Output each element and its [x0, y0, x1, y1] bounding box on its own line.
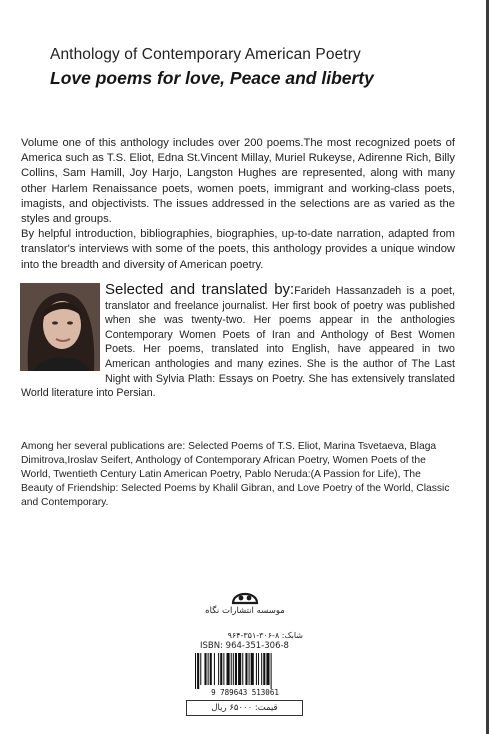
publications-text: Among her several publications are: Selected Poems of T.S. Eliot, Marina Tsvetaeva, Blaga Dimitrova,Iroslav Seifert, Anthology of Contemporary African Poetry, Women Poets of the World, Twentieth Century Latin American Poetry, Pablo Neruda:(A Passion for Life), The Beauty of Friendship: Selected Poems by Khalil Gibran, and Love Poetry of the World, Classic and Contemporary.	[21, 441, 450, 508]
barcode-bar	[270, 653, 271, 689]
bio-text: Farideh Hassanzadeh is a poet, translator and freelance journalist. Her first book of poetry was published when she was twenty-two. Her poems appear in the anthologies Contemporary Women Poets of Iran and Anthology of Best Women Poets. Her poems, translated into English, have appeared in two American anthologies and many ezines. She is the author of The Last Night with Sylvia Plath: Essays on Poetry. She has extensively translated World literature into Persian.	[21, 285, 455, 400]
barcode-bar	[226, 653, 229, 685]
bio-lead: Selected and translated by:	[105, 281, 295, 298]
barcode-bars	[189, 653, 301, 697]
book-title: Love poems for love, Peace and liberty	[50, 68, 374, 88]
barcode-bar	[200, 653, 201, 685]
barcode-bar	[245, 653, 247, 685]
barcode-bar	[195, 653, 196, 689]
publisher-logo	[205, 585, 285, 627]
intro-text	[21, 136, 455, 273]
barcode-bar	[238, 653, 241, 685]
book-subtitle: Anthology of Contemporary American Poetry	[50, 46, 361, 63]
barcode-block	[186, 630, 303, 726]
barcode-bar	[258, 653, 259, 685]
barcode-bar	[234, 653, 236, 685]
barcode-bar	[213, 653, 214, 685]
barcode-bar	[204, 653, 206, 685]
barcode-bar	[261, 653, 262, 685]
barcode-bar	[223, 653, 224, 685]
barcode-bar	[218, 653, 219, 685]
isbn-number: ISBN: 964-351-306-8	[200, 641, 289, 651]
barcode-bar	[255, 653, 256, 685]
barcode-bar	[248, 653, 249, 685]
photo-spacer	[21, 283, 105, 373]
barcode-bar	[263, 653, 265, 685]
barcode-bar	[197, 653, 199, 689]
barcode-bar	[209, 653, 211, 685]
barcode-bar	[232, 653, 233, 685]
barcode-bar	[220, 653, 222, 685]
barcode-bar	[266, 653, 269, 685]
intro-paragraph-1: Volume one of this anthology includes over 200 poems.The most recognized poets of America such as T.S. Eliot, Edna St.Vincent Millay, Muriel Rukeyse, Adirenne Rich, Billy Collins, Sam Hamill, Joy Harjo, Langston Hughes are represented, along with many other Harlem Renaissance poets, women poets, immigrant and working-class poets, imagists, and objectivists. The issues addressed in the selections are as varied as the styles and groups.	[21, 137, 455, 226]
barcode-bar	[242, 653, 243, 685]
barcode-bar	[230, 653, 231, 685]
publisher-logo-icon	[230, 585, 260, 605]
barcode-digits: 9 789643 513061	[210, 688, 279, 697]
barcode-bar	[250, 653, 253, 685]
price-label: قیمت: ۶۵۰۰۰ ریال	[186, 700, 303, 716]
barcode-bar	[207, 653, 208, 685]
shabak-number: شابک: ۸-۳۰۶-۳۵۱-۹۶۴	[227, 631, 303, 640]
translator-bio	[21, 283, 455, 401]
intro-paragraph-2: By helpful introduction, bibliographies, biographies, up-to-date narration, adapted from translator's interviews with some of the poets, this anthology provides a unique window into the breadth and diversity of American poetry.	[21, 228, 455, 271]
publisher-name: موسسه انتشارات نگاه	[205, 606, 285, 616]
